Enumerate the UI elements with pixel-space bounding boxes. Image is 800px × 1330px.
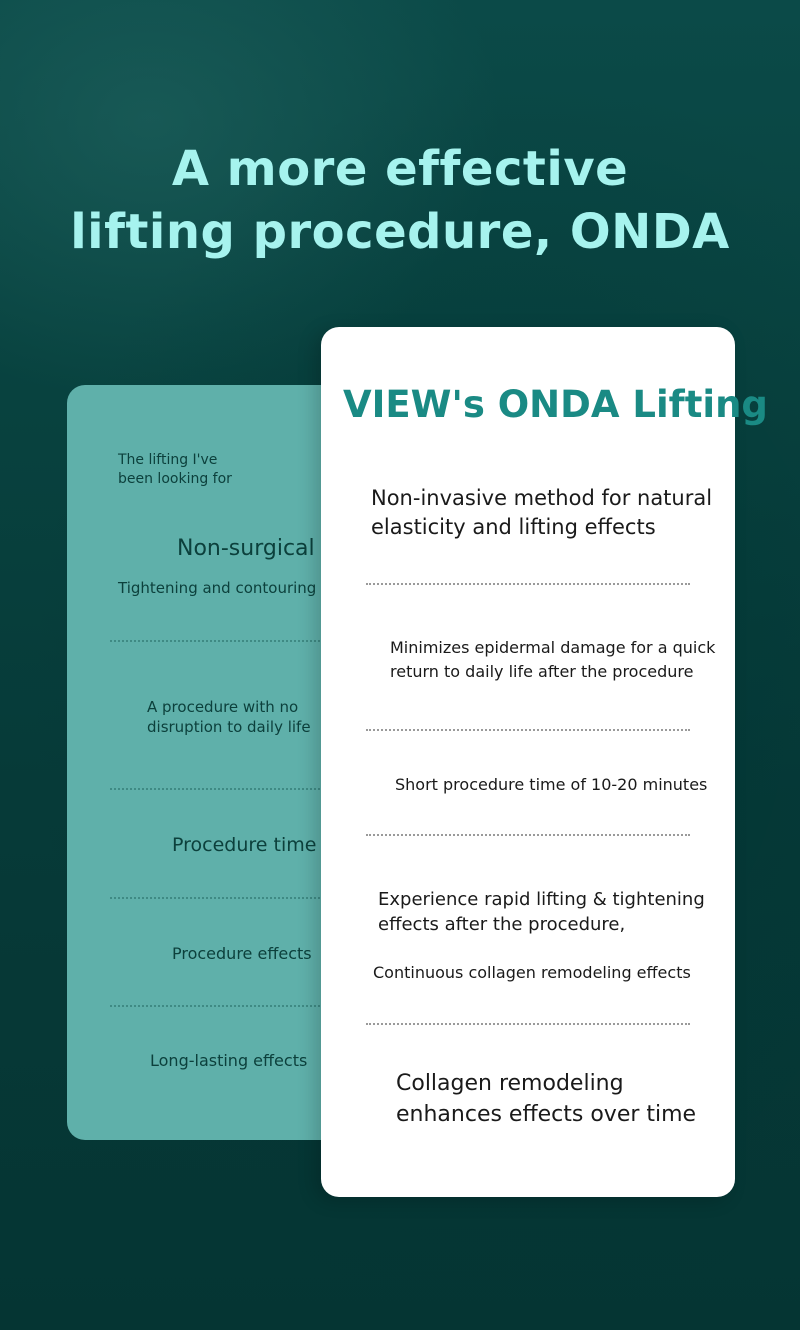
right-short-time: Short procedure time of 10-20 minutes	[395, 775, 708, 794]
right-collagen-line-2: enhances effects over time	[396, 1102, 697, 1127]
left-non-surgical: Non-surgical	[177, 536, 315, 561]
right-collagen	[396, 1068, 696, 1130]
left-separator-3	[110, 897, 324, 899]
right-separator-3	[366, 834, 690, 836]
title-line-2: lifting procedure, ONDA	[70, 204, 730, 260]
onda-lifting-card	[321, 327, 768, 1197]
left-intro-line-1: The lifting I've	[118, 452, 218, 468]
card-title: VIEW's ONDA Lifting	[343, 383, 768, 426]
right-separator-1	[366, 583, 690, 585]
left-no-disruption-line-1: A procedure with no	[147, 698, 299, 716]
right-minimizes	[390, 636, 715, 684]
right-minimizes-line-1: Minimizes epidermal damage for a quick	[390, 638, 716, 657]
right-noninvasive-line-2: elasticity and lifting effects	[371, 515, 656, 539]
right-collagen-line-1: Collagen remodeling	[396, 1071, 624, 1096]
left-procedure-time: Procedure time	[172, 834, 317, 856]
right-minimizes-line-2: return to daily life after the procedure	[390, 662, 694, 681]
right-separator-4	[366, 1023, 690, 1025]
title-line-1: A more effective	[171, 141, 629, 197]
left-tightening: Tightening and contouring	[118, 579, 317, 597]
left-separator-2	[110, 788, 324, 790]
left-no-disruption	[147, 697, 311, 737]
right-continuous: Continuous collagen remodeling effects	[373, 963, 691, 982]
left-long-lasting: Long-lasting effects	[150, 1051, 308, 1070]
right-rapid	[378, 887, 705, 937]
left-procedure-effects: Procedure effects	[172, 944, 312, 963]
left-intro-line-2: been looking for	[118, 471, 232, 487]
left-no-disruption-line-2: disruption to daily life	[147, 718, 311, 736]
right-noninvasive-line-1: Non-invasive method for natural	[371, 486, 713, 510]
right-noninvasive	[371, 484, 712, 542]
page-title	[0, 138, 800, 264]
left-intro	[118, 451, 232, 489]
right-rapid-line-1: Experience rapid lifting & tightening	[378, 889, 705, 910]
right-rapid-line-2: effects after the procedure,	[378, 914, 626, 935]
right-separator-2	[366, 729, 690, 731]
left-separator-4	[110, 1005, 324, 1007]
left-separator-1	[110, 640, 324, 642]
